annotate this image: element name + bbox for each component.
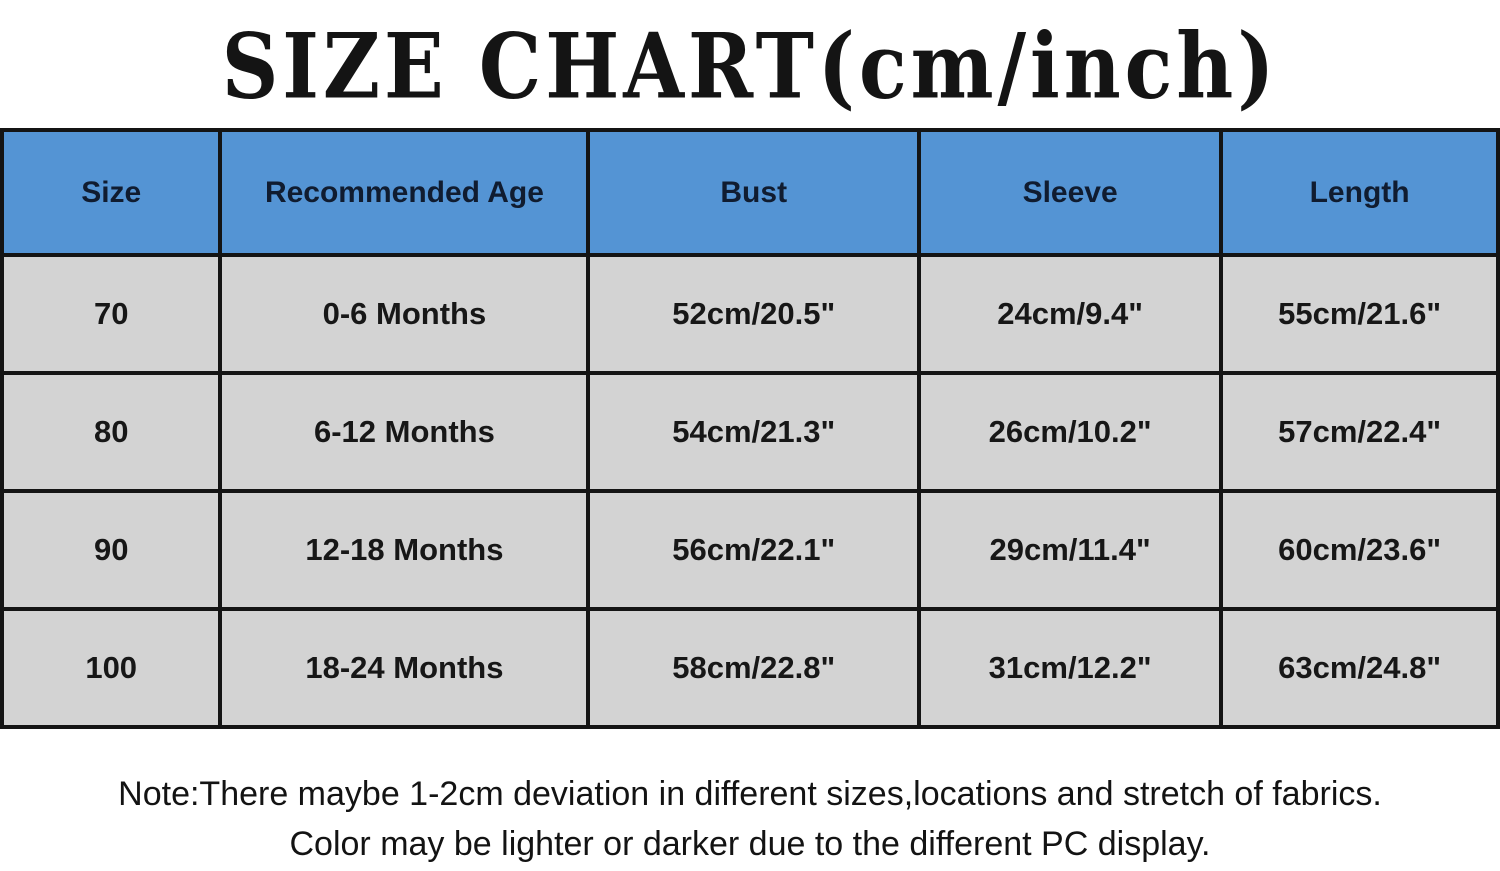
table-row: [2, 491, 1498, 609]
table-row: [2, 609, 1498, 727]
table-row: [2, 373, 1498, 491]
cell-bust: 56cm/22.1": [588, 491, 919, 609]
column-header-size: Size: [2, 130, 220, 255]
cell-bust: 58cm/22.8": [588, 609, 919, 727]
cell-length: 57cm/22.4": [1221, 373, 1498, 491]
cell-size: 80: [2, 373, 220, 491]
cell-sleeve: 26cm/10.2": [919, 373, 1221, 491]
cell-sleeve: 29cm/11.4": [919, 491, 1221, 609]
cell-size: 70: [2, 255, 220, 373]
note-line-1: Note:There maybe 1-2cm deviation in different sizes,locations and stretch of fabrics.: [118, 775, 1382, 813]
cell-bust: 52cm/20.5": [588, 255, 919, 373]
cell-sleeve: 31cm/12.2": [919, 609, 1221, 727]
cell-bust: 54cm/21.3": [588, 373, 919, 491]
cell-size: 90: [2, 491, 220, 609]
cell-age: 12-18 Months: [220, 491, 588, 609]
table-header-row: [2, 130, 1498, 255]
cell-length: 60cm/23.6": [1221, 491, 1498, 609]
column-header-length: Length: [1221, 130, 1498, 255]
page-title: SIZE CHART(cm/inch): [221, 13, 1279, 119]
column-header-sleeve: Sleeve: [919, 130, 1221, 255]
cell-age: 6-12 Months: [220, 373, 588, 491]
cell-sleeve: 24cm/9.4": [919, 255, 1221, 373]
cell-size: 100: [2, 609, 220, 727]
cell-length: 63cm/24.8": [1221, 609, 1498, 727]
note-line-2: Color may be lighter or darker due to the different PC display.: [289, 825, 1211, 863]
size-chart-table: [0, 128, 1500, 729]
table-row: [2, 255, 1498, 373]
column-header-recommended-age: Recommended Age: [220, 130, 588, 255]
cell-age: 0-6 Months: [220, 255, 588, 373]
note-text: [0, 769, 1500, 869]
column-header-bust: Bust: [588, 130, 919, 255]
cell-length: 55cm/21.6": [1221, 255, 1498, 373]
cell-age: 18-24 Months: [220, 609, 588, 727]
